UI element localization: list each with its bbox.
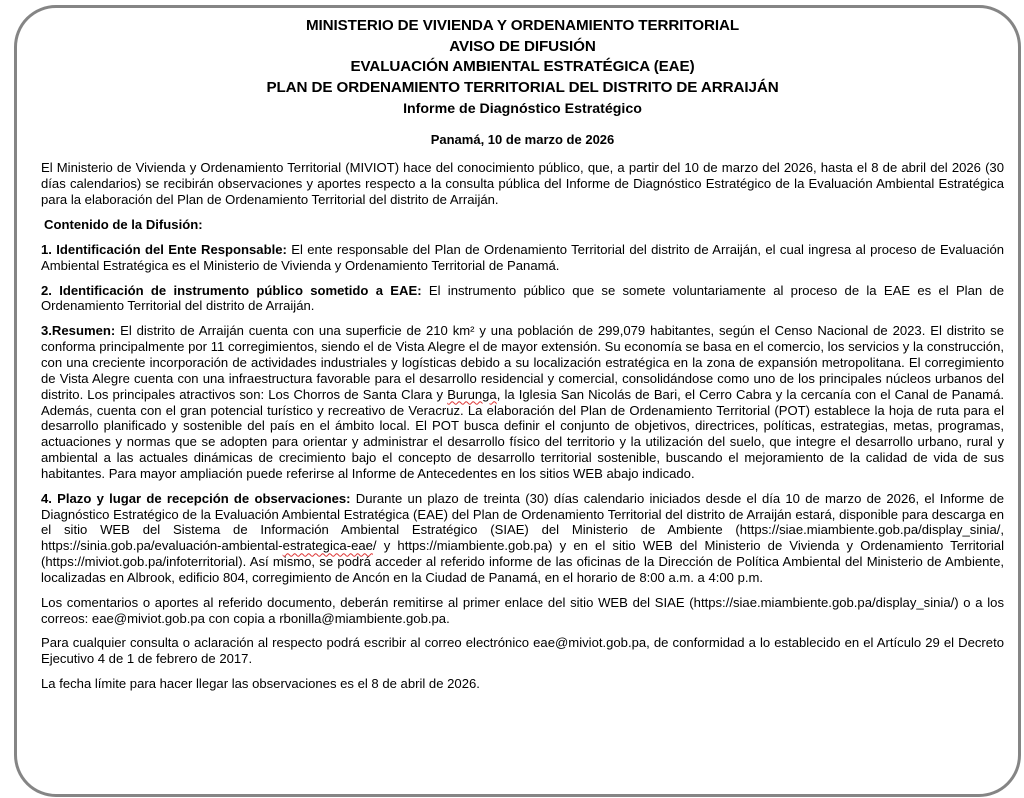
section-4-text-b: / y https://miambiente.gob.pa) y en el sitio WEB del Ministerio de Vivienda y Ordenamiento Territorial (https://miviot.gob.pa/infoterritorial). Así mismo, se podrá acceder al referido informe de las oficinas de la Dirección de Política Ambiental del Ministerio de Ambiente, localizadas en Albrook, edificio 804, corregimiento de Ancón en la Ciudad de Panamá, en el horario de 8:00 a.m. a 4:00 p.m.	[41, 538, 1004, 585]
section-3-text-a: El distrito de Arraiján cuenta con una superficie de 210 km² y una población de 299,079 habitantes, según el Censo Nacional de 2023. El distrito se conforma principalmente por 11 corregimientos, siendo el de Vista Alegre el de mayor extensión. Su economía se basa en el comercio, los servicios y la construcción, con una creciente incorporación de actividades industriales y logísticas debido a su localización estratégica en la zona de expansión metropolitana. El corregimiento de Vista Alegre cuenta con una infraestructura favorable para el desarrollo residencial y comercial, consolidándose como uno de los principales núcleos urbanos del distrito. Los principales atractivos son: Los Chorros de Santa Clara y	[41, 323, 1004, 402]
section-1-title: 1. Identificación del Ente Responsable:	[41, 241, 287, 257]
comentarios-paragraph: Los comentarios o aportes al referido documento, deberán remitirse al primer enlace del sitio WEB del SIAE (https://siae.miambiente.gob.pa/display_sinia/) o a los correos: eae@miviot.gob.pa con copia a rbonilla@miambiente.gob.pa.	[41, 594, 1004, 626]
section-2	[41, 283, 1004, 315]
section-3-text-b: , la Iglesia San Nicolás de Bari, el Cerro Cabra y la cercanía con el Canal de Panamá. Además, cuenta con el gran potencial turístico y recreativo de Veracruz. La elaboración del Plan de Ordenamiento Territorial (POT) establece la hoja de ruta para el desarrollo planificado y sostenible del país en el ámbito local. El POT busca definir el conjunto de objetivos, directrices, políticas, estrategias, metas, programas, actuaciones y normas que se adopten para orientar y administrar el desarrollo físico del territorio y la utilización del suelo, que integre el desarrollo urbano, rural y ambiental a las actuales dinámicas de crecimiento bajo el concepto de desarrollo territorial sostenible, buscando el mejoramiento de la calidad de vida de sus habitantes. Para mayor ampliación puede referirse al Informe de Antecedentes en los sitios WEB abajo indicado.	[41, 386, 1004, 481]
header-plan: PLAN DE ORDENAMIENTO TERRITORIAL DEL DISTRITO DE ARRAIJÁN	[266, 78, 779, 96]
section-3	[41, 323, 1004, 481]
header-aviso: AVISO DE DIFUSIÓN	[449, 37, 596, 55]
notice-header	[41, 16, 1004, 148]
section-2-text: El instrumento público que se somete voluntariamente al proceso de la EAE es el Plan de Ordenamiento Territorial del distrito de Arraiján.	[41, 282, 1004, 314]
fecha-limite-paragraph: La fecha límite para hacer llegar las observaciones es el 8 de abril de 2026.	[41, 676, 480, 692]
header-subtitle: Informe de Diagnóstico Estratégico	[403, 101, 642, 118]
section-1	[41, 242, 1004, 274]
consulta-paragraph: Para cualquier consulta o aclaración al respecto podrá escribir al correo electrónico eae@miviot.gob.pa, de conformidad a lo establecido en el Artículo 29 el Decreto Ejecutivo 4 de 1 de febrero de 2017.	[41, 635, 1004, 667]
intro-paragraph: El Ministerio de Vivienda y Ordenamiento Territorial (MIVIOT) hace del conocimiento público, que, a partir del 10 de marzo del 2026, hasta el 8 de abril del 2026 (30 días calendarios) se recibirán observaciones y aportes respecto a la consulta pública del Informe de Diagnóstico Estratégico de la Evaluación Ambiental Estratégica para la elaboración del Plan de Ordenamiento Territorial del distrito de Arraiján.	[41, 160, 1004, 208]
section-4-title: 4. Plazo y lugar de recepción de observaciones:	[41, 490, 351, 506]
header-date: Panamá, 10 de marzo de 2026	[430, 132, 615, 148]
header-ministry: MINISTERIO DE VIVIENDA Y ORDENAMIENTO TERRITORIAL	[305, 17, 740, 34]
section-4-flagged-word: estrategica-eae	[282, 538, 373, 554]
notice-content	[41, 16, 1004, 692]
section-1-text: El ente responsable del Plan de Ordenamiento Territorial del distrito de Arraiján, el cual ingresa al proceso de Evaluación Ambiental Estratégica es el Ministerio de Vivienda y Ordenamiento Territorial de Panamá.	[41, 241, 1005, 273]
section-3-flagged-word: Burunga	[447, 386, 497, 402]
section-2-title: 2. Identificación de instrumento público sometido a EAE:	[41, 282, 422, 298]
section-4-text-a: Durante un plazo de treinta (30) días calendario iniciados desde el día 10 de marzo de 2026, el Informe de Diagnóstico Estratégico de la Evaluación Ambiental Estratégica (EAE) del Plan de Ordenamiento Territorial del distrito de Arraiján estará, disponible para descarga en el sitio WEB del Sistema de Información Ambiental Estratégico (SIAE) del Ministerio de Ambiente (https://siae.miambiente.gob.pa/display_sinia/, https://sinia.gob.pa/evaluación-ambiental-	[41, 490, 1004, 554]
section-4	[41, 491, 1004, 586]
contenido-heading: Contenido de la Difusión:	[44, 216, 203, 232]
section-3-title: 3.Resumen:	[41, 323, 116, 339]
header-eae: EVALUACIÓN AMBIENTAL ESTRATÉGICA (EAE)	[350, 58, 695, 76]
